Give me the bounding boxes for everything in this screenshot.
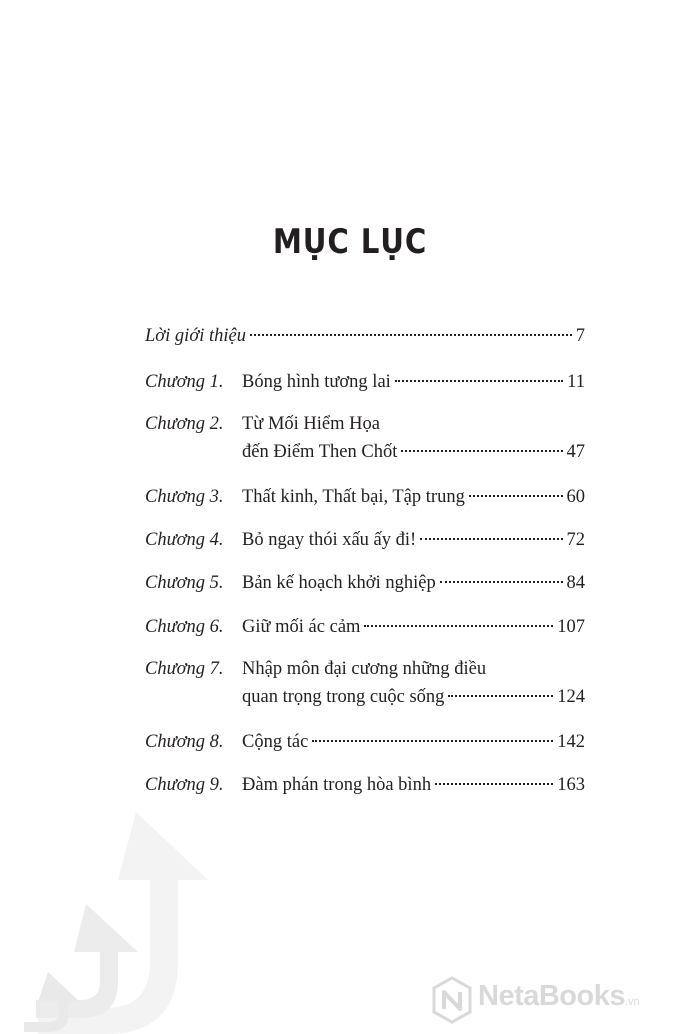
toc-chapter-label: Chương 7.	[145, 659, 224, 679]
netabooks-wordmark	[478, 980, 640, 1013]
up-arrow-watermark-icon	[18, 812, 208, 1034]
toc-chapter-label: Chương 1.	[145, 372, 224, 392]
leader-dots	[435, 783, 553, 785]
toc-page-number: 163	[557, 775, 585, 795]
toc-chapter-label: Chương 4.	[145, 530, 224, 550]
toc-chapter-label: Chương 3.	[145, 487, 224, 507]
leader-dots	[250, 334, 572, 336]
toc-chapter-title: Thất kinh, Thất bại, Tập trung	[242, 487, 465, 507]
leader-dots	[395, 380, 563, 382]
toc-page-number: 84	[566, 573, 585, 593]
toc-chapter-label: Chương 6.	[145, 617, 224, 637]
toc-chapter-title: Bản kế hoạch khởi nghiệp	[242, 573, 436, 593]
toc-chapter-label: Chương 8.	[145, 732, 224, 752]
page-title: MỤC LỤC	[272, 222, 428, 262]
toc-chapter-title-line1: Từ Mối Hiểm Họa	[242, 414, 380, 434]
toc-chapter-title-line2: đến Điểm Then Chốt	[242, 442, 398, 462]
leader-dots	[420, 538, 562, 540]
brand-name: NetaBooks	[478, 980, 625, 1012]
leader-dots	[312, 740, 553, 742]
toc-page-number: 107	[557, 617, 585, 637]
toc-chapter-label: Chương 9.	[145, 775, 224, 795]
toc-page-number: 124	[557, 687, 585, 707]
brand-suffix: .vn	[625, 996, 640, 1008]
toc-page-number: 7	[575, 326, 585, 346]
leader-dots	[469, 495, 563, 497]
toc-chapter-title: Đàm phán trong hòa bình	[242, 775, 432, 795]
toc-page-number: 142	[557, 732, 585, 752]
toc-chapter-title: Bóng hình tương lai	[242, 372, 391, 392]
leader-dots	[448, 695, 553, 697]
toc-chapter-title: Bỏ ngay thói xấu ấy đi!	[242, 530, 417, 550]
toc-chapter-title-line1: Nhập môn đại cương những điều	[242, 659, 487, 679]
toc-chapter-title: Giữ mối ác cảm	[242, 617, 361, 637]
toc-page-number: 11	[567, 372, 585, 392]
leader-dots	[364, 625, 553, 627]
toc-page-number: 47	[566, 442, 585, 462]
netabooks-n-icon	[430, 976, 474, 1024]
leader-dots	[401, 450, 562, 452]
toc-page-number: 72	[566, 530, 585, 550]
toc-chapter-title-line2: quan trọng trong cuộc sống	[242, 687, 445, 707]
toc-chapter-title: Cộng tác	[242, 732, 309, 752]
toc-chapter-label: Chương 2.	[145, 414, 224, 434]
toc-chapter-label: Chương 5.	[145, 573, 224, 593]
toc-intro-label: Lời giới thiệu	[145, 326, 246, 346]
netabooks-logo	[428, 974, 700, 1026]
leader-dots	[440, 581, 563, 583]
toc-page-number: 60	[566, 487, 585, 507]
